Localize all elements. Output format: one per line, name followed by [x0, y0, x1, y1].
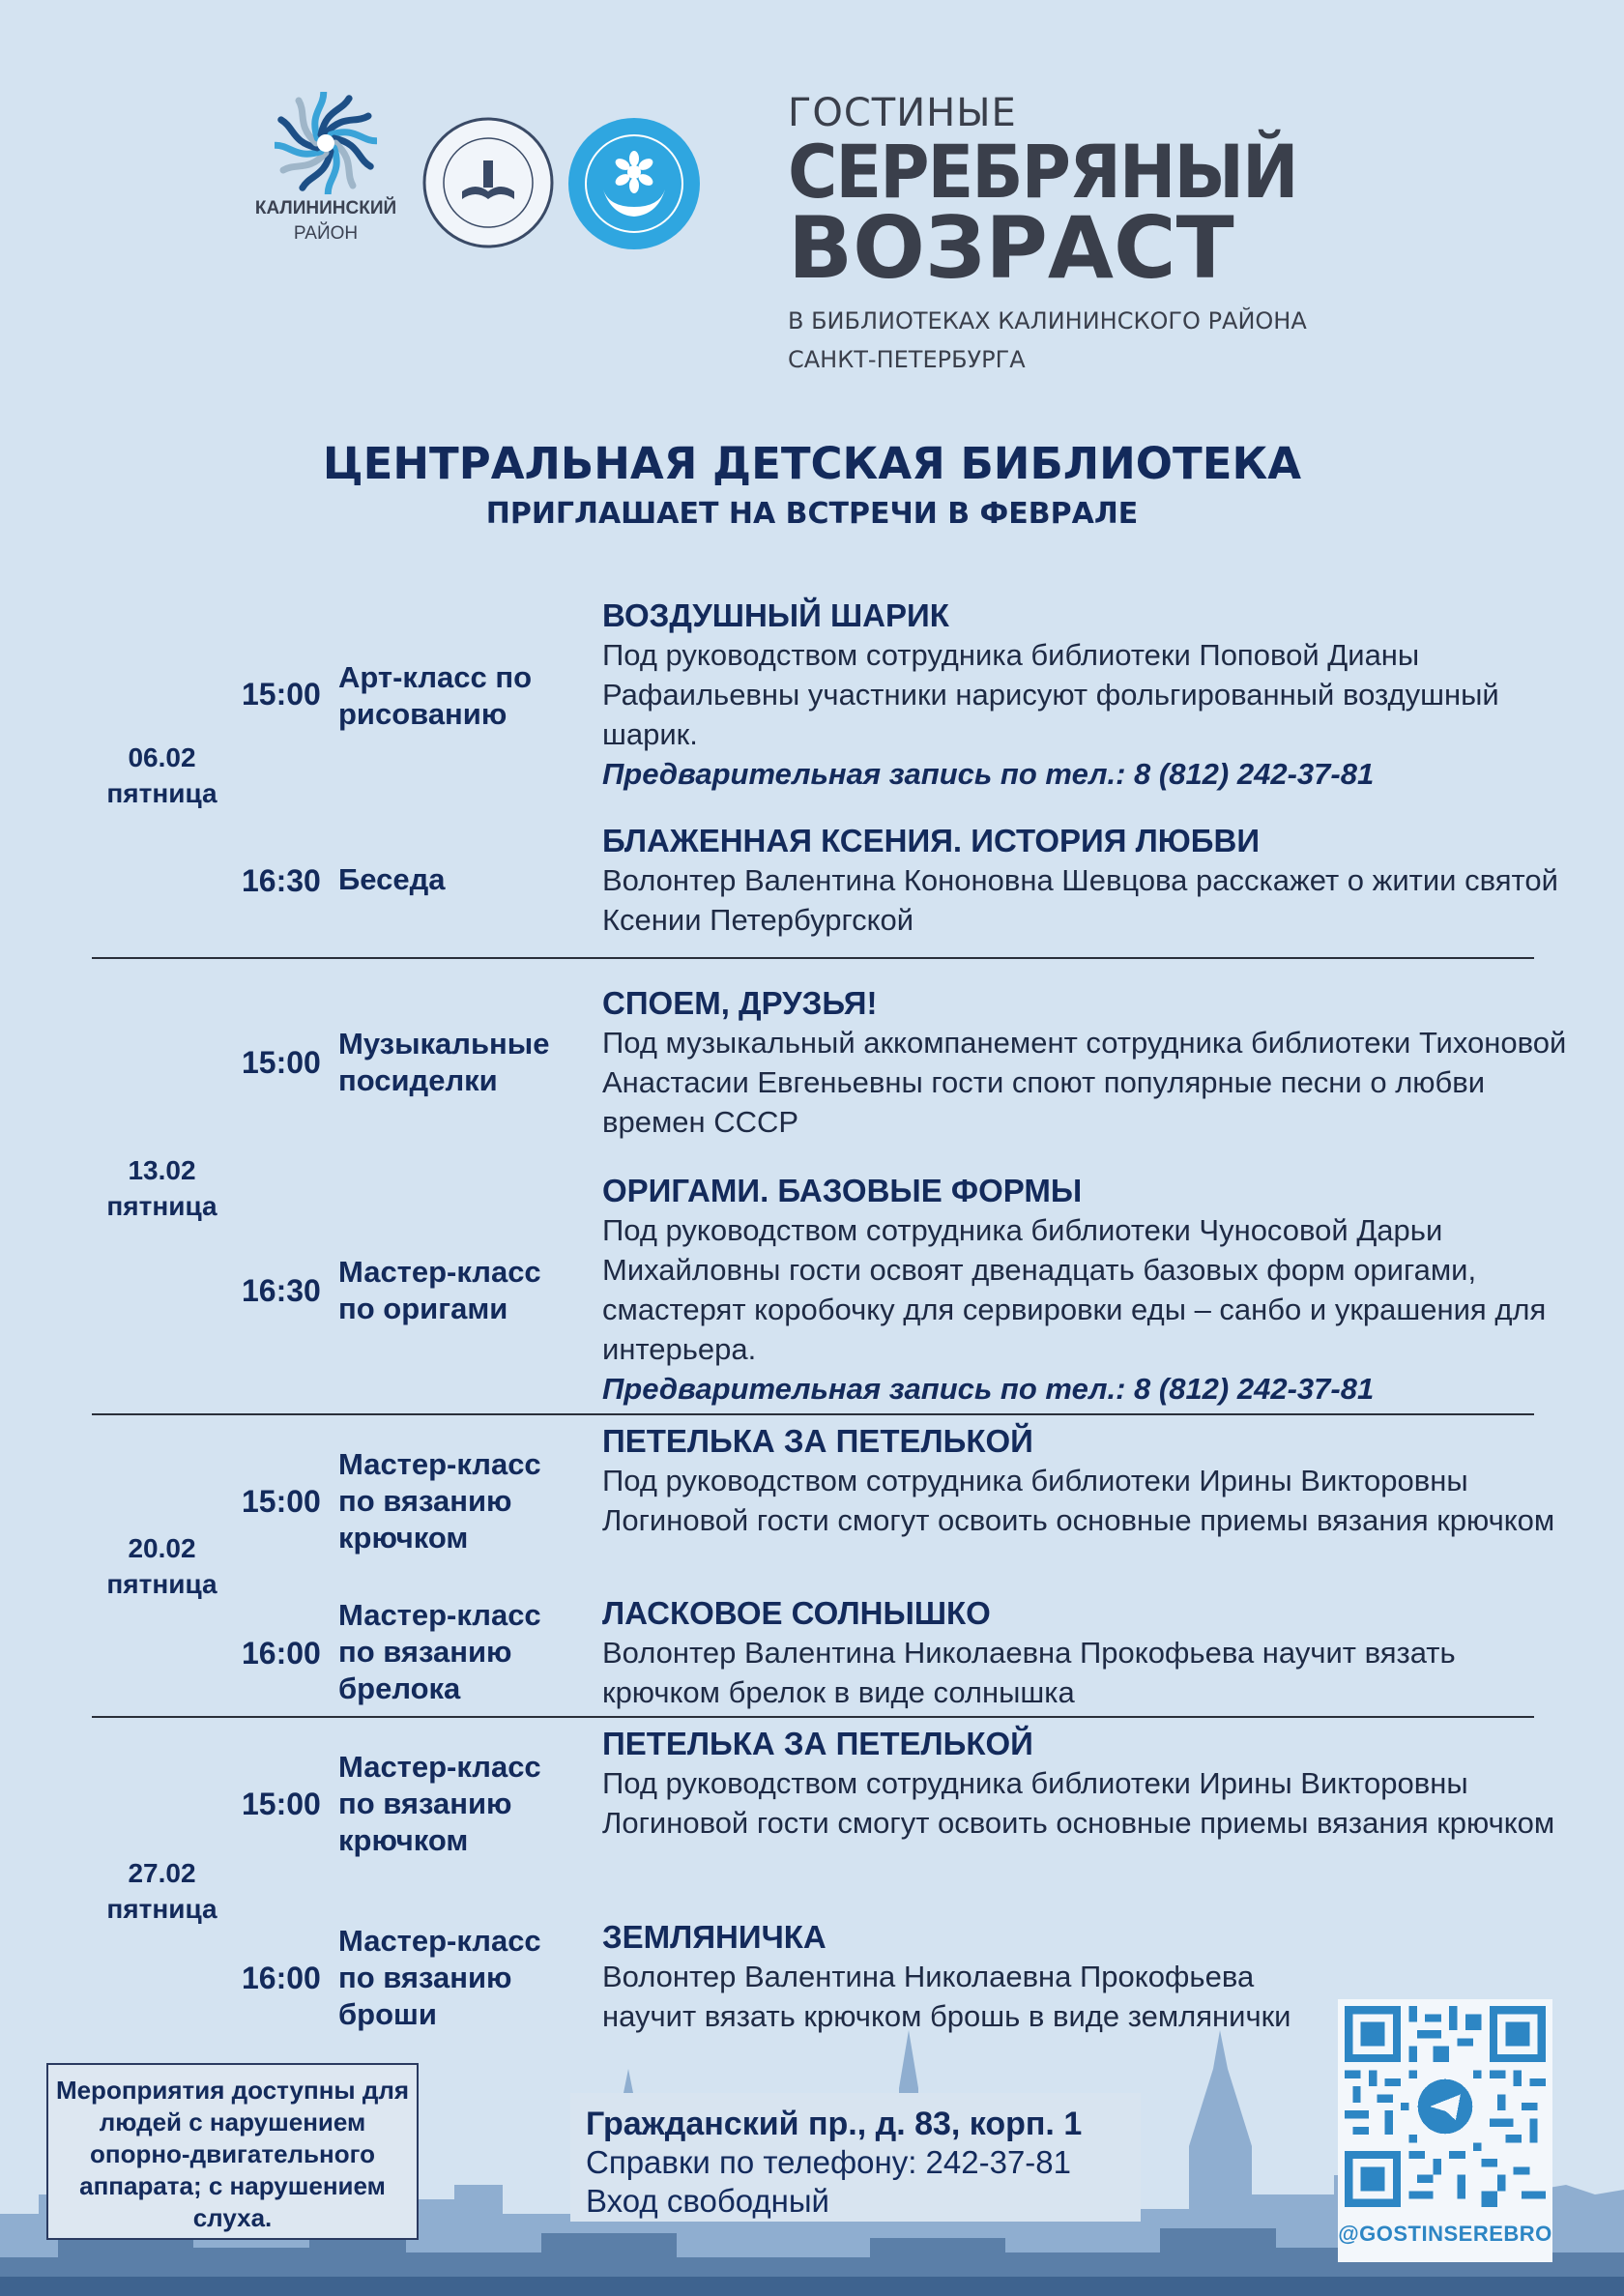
kalininsky-district-logo: [253, 92, 398, 245]
event-details: [602, 1171, 1569, 1409]
event-description: Под руководством сотрудника библиотеки Ирины Викторовны Логиновой гости смогут освоить основные приемы вязания крючком: [602, 1766, 1555, 1840]
hands-flower-icon: [566, 116, 702, 251]
district-caption-line1: КАЛИНИНСКИЙ: [254, 198, 397, 218]
event-registration: Предварительная запись по тел.: 8 (812) 242-37-81: [602, 757, 1375, 791]
qr-code-icon: [1345, 2006, 1546, 2207]
qr-handle: @GOSTINSEREBRO: [1338, 2222, 1552, 2246]
event-type: Беседа: [338, 862, 446, 896]
brand-wordmark: [788, 92, 1387, 374]
event-title: ВОЗДУШНЫЙ ШАРИК: [602, 597, 949, 633]
weekday: пятница: [106, 1191, 218, 1221]
district-caption-line2: РАЙОН: [293, 223, 359, 244]
weekday: пятница: [106, 1569, 218, 1599]
event-time: 15:00: [242, 1484, 321, 1519]
date-value: 06.02: [128, 742, 196, 772]
event-type: Мастер-класс по вязанию крючком: [338, 1750, 541, 1857]
event-details: [602, 1593, 1569, 1712]
event-type: Мастер-класс по вязанию броши: [338, 1924, 541, 2031]
event-title: ОРИГАМИ. БАЗОВЫЕ ФОРМЫ: [602, 1173, 1083, 1208]
event-type: Мастер-класс по оригами: [338, 1255, 541, 1325]
date-value: 13.02: [128, 1155, 196, 1185]
page-headline: [0, 437, 1624, 536]
telegram-qr-code[interactable]: [1338, 1999, 1552, 2262]
event-details: [602, 596, 1569, 794]
event-time: 16:00: [242, 1961, 321, 1995]
event-description: Волонтер Валентина Николаевна Прокофьева научит вязать крючком брошь в виде землянички: [602, 1960, 1291, 2033]
event-title: СПОЕМ, ДРУЗЬЯ!: [602, 985, 878, 1021]
day-separator: [92, 1716, 1534, 1718]
phone-line: Справки по телефону: 242-37-81: [586, 2144, 1071, 2180]
day-date: [92, 1530, 232, 1602]
page-subtitle: ПРИГЛАШАЕТ НА ВСТРЕЧИ В ФЕВРАЛЕ: [485, 497, 1139, 531]
event-title: ЛАСКОВОЕ СОЛНЫШКО: [602, 1595, 991, 1631]
event-time: 15:00: [242, 1045, 321, 1080]
event-type: Музыкальные посиделки: [338, 1027, 550, 1097]
page-title: ЦЕНТРАЛЬНАЯ ДЕТСКАЯ БИБЛИОТЕКА: [322, 438, 1302, 489]
address-box: [570, 2093, 1141, 2222]
event-title: БЛАЖЕННАЯ КСЕНИЯ. ИСТОРИЯ ЛЮБВИ: [602, 823, 1261, 858]
address-line: Гражданский пр., д. 83, корп. 1: [586, 2106, 1083, 2142]
event-details: [602, 1724, 1569, 1843]
event-title: ПЕТЕЛЬКА ЗА ПЕТЕЛЬКОЙ: [602, 1726, 1033, 1761]
event-description: Под руководством сотрудника библиотеки Ирины Викторовны Логиновой гости смогут освоить основные приемы вязания крючком: [602, 1464, 1555, 1537]
social-center-logo: [566, 116, 702, 256]
weekday: пятница: [106, 778, 218, 808]
event-details: [602, 1421, 1569, 1540]
event-time: 16:00: [242, 1636, 321, 1671]
day-date: [92, 1855, 232, 1927]
day-separator: [92, 1413, 1534, 1415]
brand-line4: В БИБЛИОТЕКАХ КАЛИНИНСКОГО РАЙОНА: [788, 307, 1307, 334]
library-seal-icon: [421, 116, 555, 249]
event-type: Мастер-класс по вязанию крючком: [338, 1447, 541, 1555]
event-description: Волонтер Валентина Кононовна Шевцова расскажет о житии святой Ксении Петербургской: [602, 863, 1558, 937]
day-date: [92, 1152, 232, 1224]
event-details: [602, 1917, 1337, 2036]
event-time: 16:30: [242, 1273, 321, 1308]
brand-line3: ВОЗРАСТ: [788, 198, 1234, 298]
event-time: 15:00: [242, 1787, 321, 1821]
event-description: Под руководством сотрудника библиотеки Чуносовой Дарьи Михайловны гости освоят двенадцать базовых форм оригами, смастерят коробочку для сервировки еды – санбо и украшения для интерьера.: [602, 1213, 1547, 1366]
event-type: Арт-класс по рисованию: [338, 660, 533, 731]
entry-line: Вход свободный: [586, 2183, 829, 2219]
event-type: Мастер-класс по вязанию брелока: [338, 1598, 541, 1705]
date-value: 20.02: [128, 1533, 196, 1563]
weekday: пятница: [106, 1894, 218, 1924]
brand-line2: СЕРЕБРЯНЫЙ: [788, 129, 1297, 216]
logos-row: [0, 92, 1624, 382]
event-description: Под музыкальный аккомпанемент сотрудника библиотеки Тихоновой Анастасии Евгеньевны гости споют популярные песни о любви времен СССР: [602, 1026, 1567, 1139]
event-description: Волонтер Валентина Николаевна Прокофьева научит вязать крючком брелок в виде солнышка: [602, 1636, 1456, 1709]
event-details: [602, 983, 1569, 1142]
event-time: 16:30: [242, 863, 321, 898]
day-date: [92, 740, 232, 811]
event-time: 15:00: [242, 677, 321, 712]
day-separator: [92, 957, 1534, 959]
event-registration: Предварительная запись по тел.: 8 (812) 242-37-81: [602, 1372, 1375, 1406]
event-title: ЗЕМЛЯНИЧКА: [602, 1919, 826, 1955]
accessibility-note: Мероприятия доступны для людей с нарушением опорно-двигательного аппарата; с нарушением слуха.: [46, 2063, 419, 2240]
library-system-logo: [421, 116, 555, 254]
event-details: [602, 821, 1569, 940]
swirl-emblem-icon: [275, 92, 377, 194]
event-description: Под руководством сотрудника библиотеки Поповой Дианы Рафаильевны участники нарисуют фольгированный воздушный шарик.: [602, 638, 1499, 751]
brand-line1: ГОСТИНЫЕ: [788, 91, 1017, 135]
brand-line5: САНКТ-ПЕТЕРБУРГА: [788, 346, 1026, 373]
date-value: 27.02: [128, 1858, 196, 1888]
event-title: ПЕТЕЛЬКА ЗА ПЕТЕЛЬКОЙ: [602, 1423, 1033, 1459]
